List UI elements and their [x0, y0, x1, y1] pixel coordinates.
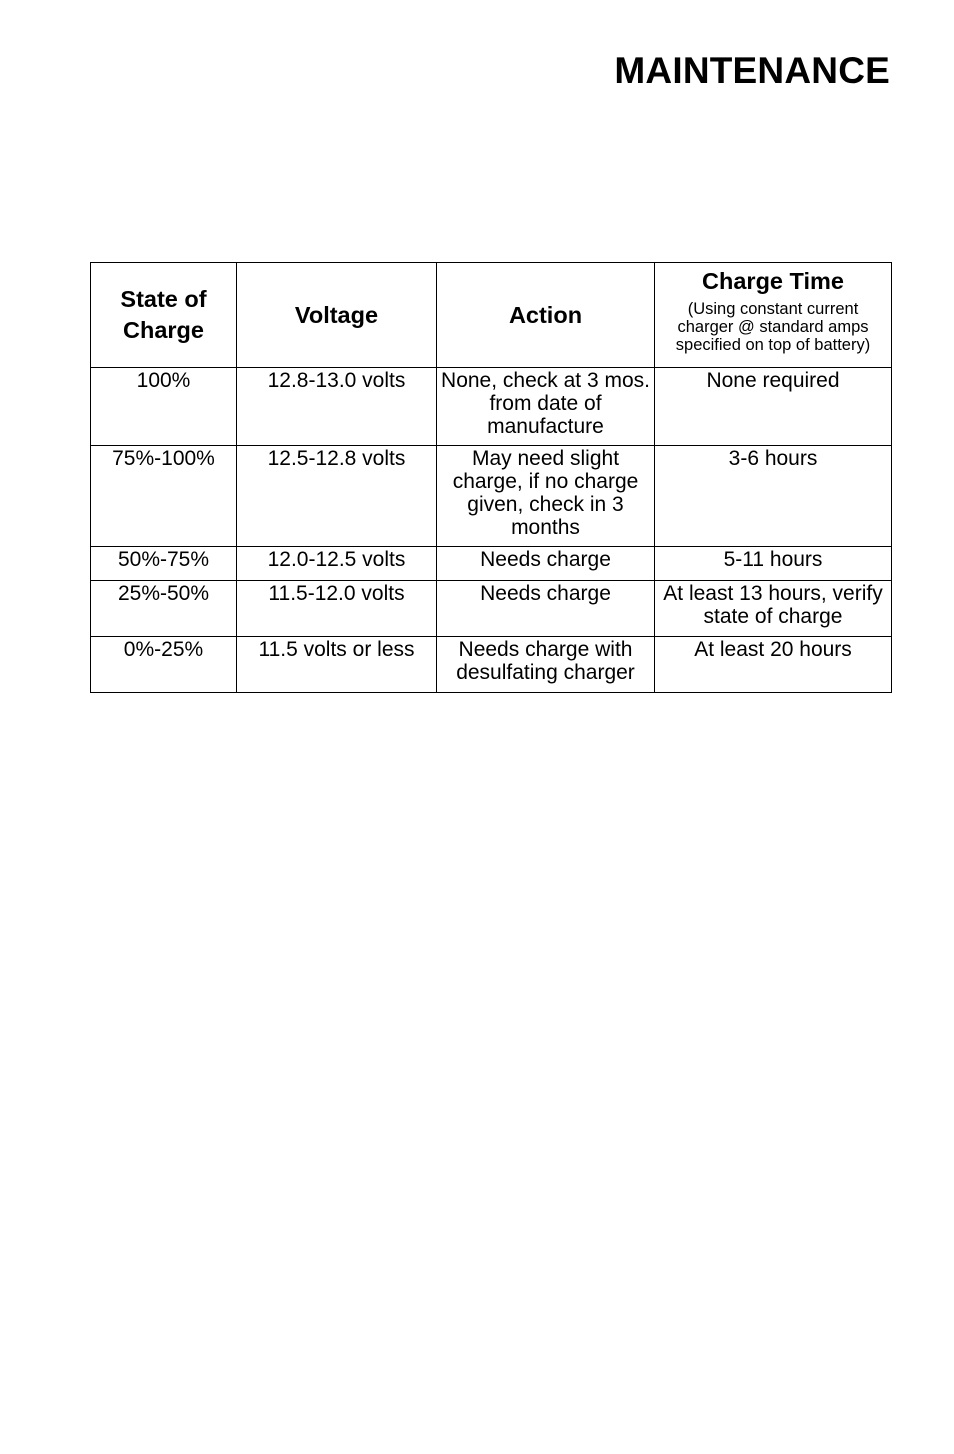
cell-state-of-charge: 0%-25% [91, 637, 237, 693]
header-voltage: Voltage [237, 263, 437, 368]
cell-charge-time: 5-11 hours [655, 547, 892, 581]
header-state-of-charge: State of Charge [91, 263, 237, 368]
page-title: MAINTENANCE [614, 50, 890, 91]
cell-state-of-charge: 75%-100% [91, 446, 237, 547]
cell-action: Needs charge with desulfating charger [437, 637, 655, 693]
table-row [91, 547, 892, 581]
cell-charge-time: At least 20 hours [655, 637, 892, 693]
cell-charge-time: None required [655, 368, 892, 446]
cell-action: Needs charge [437, 581, 655, 637]
cell-action: Needs charge [437, 547, 655, 581]
table-row [91, 581, 892, 637]
cell-voltage: 12.0-12.5 volts [237, 547, 437, 581]
table-row [91, 637, 892, 693]
cell-action: May need slight charge, if no charge given, check in 3 months [437, 446, 655, 547]
header-charge-time-title: Charge Time [702, 268, 844, 294]
table-header-row [91, 263, 892, 368]
cell-action: None, check at 3 mos. from date of manufacture [437, 368, 655, 446]
battery-charge-table [90, 262, 892, 693]
cell-state-of-charge: 50%-75% [91, 547, 237, 581]
cell-voltage: 11.5 volts or less [237, 637, 437, 693]
cell-voltage: 12.5-12.8 volts [237, 446, 437, 547]
cell-voltage: 11.5-12.0 volts [237, 581, 437, 637]
table-row [91, 446, 892, 547]
table-row [91, 368, 892, 446]
cell-state-of-charge: 25%-50% [91, 581, 237, 637]
cell-voltage: 12.8-13.0 volts [237, 368, 437, 446]
cell-state-of-charge: 100% [91, 368, 237, 446]
cell-charge-time: At least 13 hours, verify state of charge [655, 581, 892, 637]
header-charge-time-note: (Using constant current charger @ standard amps specified on top of battery) [675, 300, 871, 354]
header-charge-time [655, 263, 892, 368]
cell-charge-time: 3-6 hours [655, 446, 892, 547]
header-action: Action [437, 263, 655, 368]
